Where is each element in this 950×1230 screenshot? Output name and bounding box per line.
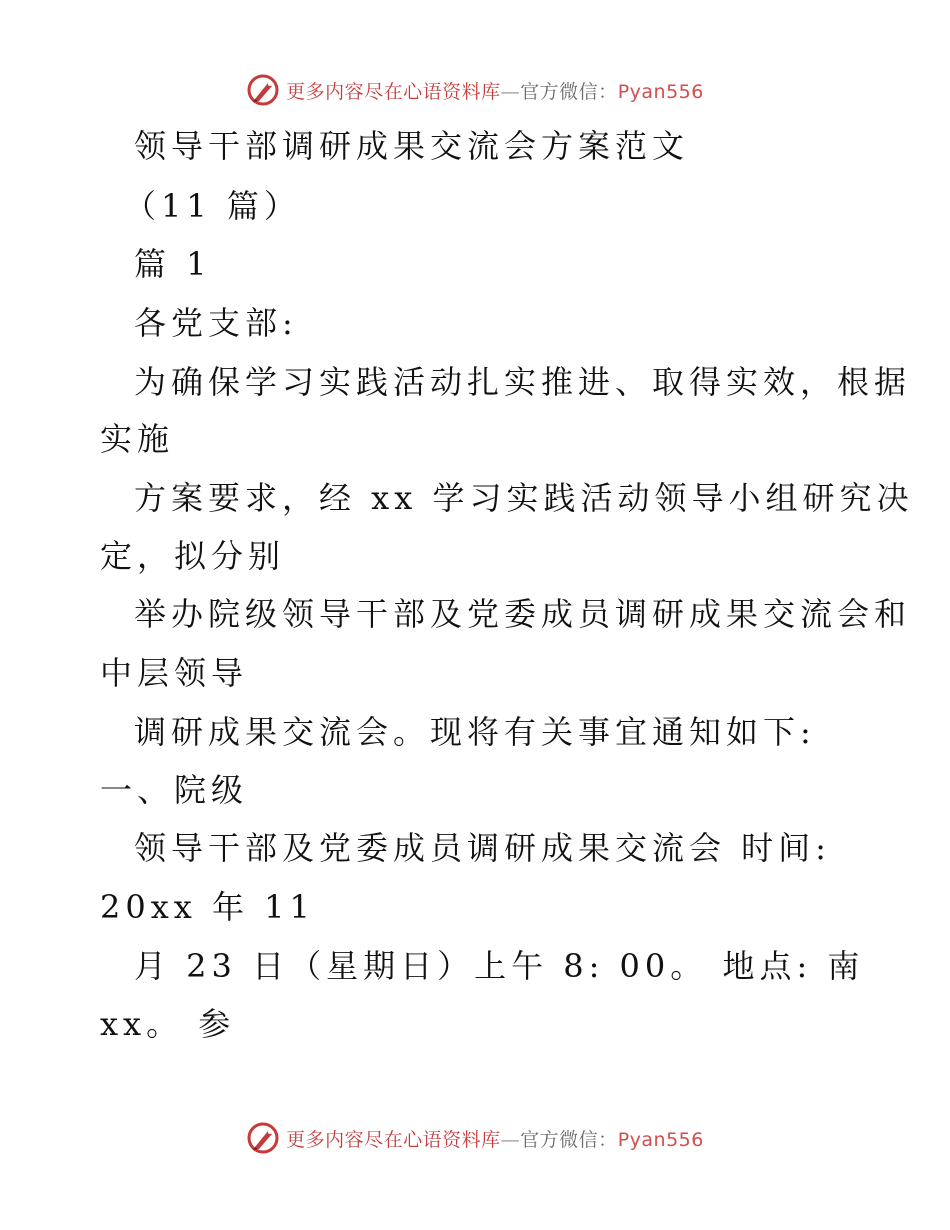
footer-banner-title: 更多内容尽在心语资料库 [286,1128,501,1151]
paragraph-line: 20xx 年 11 [100,888,315,926]
paragraph-line: 领导干部及党委成员调研成果交流会 时间: [134,829,831,867]
header-banner-content [246,73,704,107]
footer-banner-wechat: Pyan556 [617,1128,704,1151]
paragraph-line: 调研成果交流会。现将有关事宜通知如下: [134,713,816,751]
footer-banner-dash: — [500,1128,521,1151]
paragraph-line: 举办院级领导干部及党委成员调研成果交流会和 [134,595,912,633]
footer-banner-text [286,1125,704,1152]
paragraph-line: 为确保学习实践活动扎实推进、取得实效，根据 [134,363,912,401]
header-banner [0,70,950,110]
pen-logo-icon [246,1121,280,1155]
header-banner-text [286,77,704,104]
header-banner-wechat: Pyan556 [617,80,704,103]
header-banner-dash: — [500,80,521,103]
section-heading: 篇 1 [134,245,212,283]
paragraph-line: 月 23 日（星期日）上午 8: 00。 地点: 南 [134,947,865,985]
footer-banner-content [246,1121,704,1155]
header-banner-title: 更多内容尽在心语资料库 [286,80,501,103]
footer-banner-label: 官方微信： [520,1128,618,1151]
paragraph-line: 方案要求，经 xx 学习实践活动领导小组研究决 [134,479,914,517]
pen-logo-icon [246,73,280,107]
document-title-count: （11 篇） [124,187,301,225]
paragraph-line: 实施 [100,420,175,458]
paragraph-line: 中层领导 [100,654,249,692]
paragraph-line: 一、院级 [100,771,249,809]
salutation: 各党支部: [134,304,298,342]
document-title: 领导干部调研成果交流会方案范文 [134,127,690,165]
paragraph-line: 定，拟分别 [100,537,286,575]
paragraph-line: xx。 参 [100,1005,236,1043]
footer-banner [0,1118,950,1158]
header-banner-label: 官方微信： [520,80,618,103]
